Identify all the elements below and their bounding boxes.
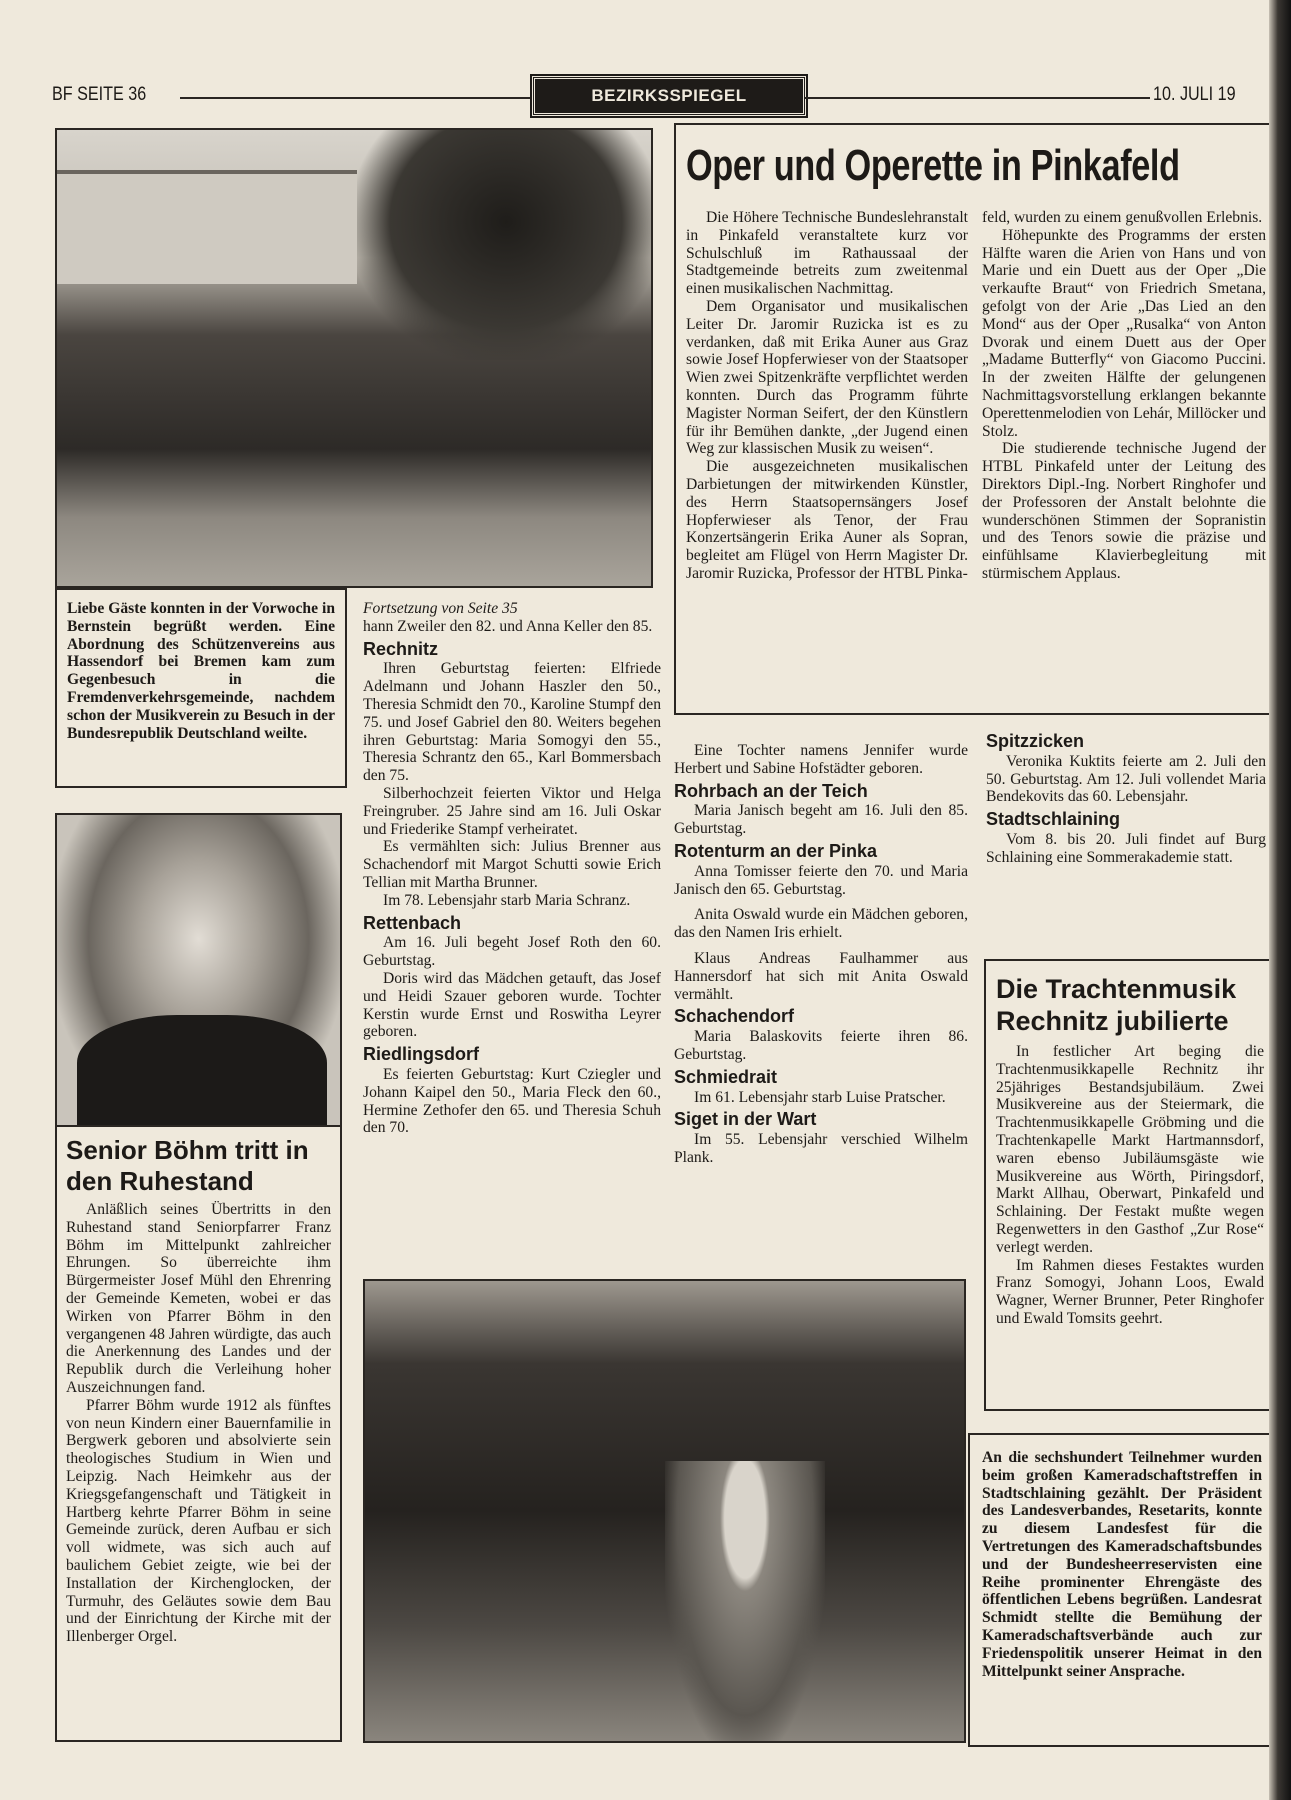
header-rule-right <box>805 97 1150 99</box>
paragraph: Es feierten Geburtstag: Kurt Cziegler und Johann Kaipel den 50., Maria Fleck den 60., Hermine Zethofer den 65. und Theresia Schuh den 70. <box>363 1065 661 1137</box>
tree-shape <box>357 130 653 360</box>
section-heading: Schachendorf <box>674 1006 795 1027</box>
section-heading: Rettenbach <box>363 912 462 933</box>
paragraph: Pfarrer Böhm wurde 1912 als fünftes von neun Kindern einer Bauernfamilie in Bergwerk geboren und absolvierte sein theologisches Studium in Wien und Leipzig. Nach Heimkehr aus der Kriegsgefangenschaft und Tätigkeit in Hartberg kehrte Pfarrer Böhm in seine Gemeinde zurück, deren Aufbau er sich voll widmete, was sich auch auf baulichem Gebiet zeigte, wie bei der Installation der Kirchenglocken, der Turmuhr, des Geläutes sowie dem Bau und der Einrichtung der Kirche mit der Illenberger Orgel. <box>66 1396 331 1646</box>
section-heading: Stadtschlaining <box>986 809 1121 830</box>
page-binding-edge <box>1269 0 1291 1800</box>
paragraph: Anita Oswald wurde ein Mädchen geboren, das den Namen Iris erhielt. <box>674 906 968 942</box>
paragraph: Es vermählten sich: Julius Brenner aus Schachendorf mit Margot Schutti sowie Erich Tellian mit Martha Brunner. <box>363 838 661 891</box>
paragraph: feld, wurden zu einem genußvollen Erlebnis. <box>982 209 1263 226</box>
paragraph: Maria Janisch begeht am 16. Juli den 85. Geburtstag. <box>674 802 968 838</box>
section-masthead: BEZIRKSSPIEGEL <box>532 76 806 116</box>
local-news-middle <box>674 742 968 1167</box>
paragraph: hann Zweiler den 82. und Anna Keller den 85. <box>363 617 653 635</box>
person-shape <box>665 1461 825 1743</box>
photo-portrait-boehm <box>55 813 342 1127</box>
building-shape <box>57 170 357 284</box>
paragraph: Im 78. Lebensjahr starb Maria Schranz. <box>383 891 631 909</box>
photo-kameradschaftstreffen <box>363 1279 966 1743</box>
paragraph: Die Höhere Technische Bundeslehranstalt in Pinkafeld veranstaltete kurz vor Schulschluß im Rathaussaal der Stadtgemeinde betreits zum zweitenmal einen musikalischen Nachmittag. <box>686 209 968 298</box>
article-oper-operette <box>674 123 1274 715</box>
paragraph: Die studierende technische Jugend der HTBL Pinkafeld unter der Leitung des Direktors Dipl.-Ing. Norbert Ringhofer und der Professoren der Anstalt belohnte die wunderschönen Stimmen der Sopranistin und des Tenors sowie die präzise und einfühlsame Klavierbegleitung mit stürmischem Applaus. <box>982 440 1266 582</box>
paragraph: Anläßlich seines Übertritts in den Ruhestand stand Seniorpfarrer Franz Böhm im Mittelpunkt zahlreicher Ehrungen. So überreichte ihm Bürgermeister Josef Mühl den Ehrenring der Gemeinde Kemeten, wobei er das Wirken von Pfarrer Böhm in den vergangenen 48 Jahren würdigte, das auch die Anerkennung des Landes und der Republik durch die Verleihung hoher Auszeichnungen fand. <box>66 1201 331 1396</box>
paragraph: Dem Organisator und musikalischen Leiter Dr. Jaromir Ruzicka ist es zu verdanken, daß mit Erika Auner aus Graz sowie Josef Hopferwieser von der Staatsoper Wien zwei Spitzenkräfte verpflichtet werden konnten. Durch das Programm führte Magister Norman Seifert, der den Künstlern für ihr Bemühen dankte, „der Jugend einen Weg zur klassischen Musik zu weisen“. <box>686 297 968 458</box>
photo-schuetzenverein <box>55 128 653 588</box>
section-heading: Riedlingsdorf <box>363 1044 479 1065</box>
photo-caption-bernstein: Liebe Gäste konnten in der Vorwoche in Bernstein begrüßt werden. Eine Abordnung des Schützenvereins aus Hassendorf bei Bremen kam zum Gegenbesuch in die Fremdenverkehrsgemeinde, nachdem schon der Musikverein zu Besuch in der Bundesrepublik Deutschland weilte. <box>55 588 347 788</box>
paragraph: Doris wird das Mädchen getauft, das Josef und Heidi Szauer geboren wurde. Tochter Kerstin wurde Ernst und Roswitha Leyrer geboren. <box>363 969 661 1041</box>
section-heading: Schmiedrait <box>674 1066 778 1087</box>
article-title: Die Trachtenmusik Rechnitz jubilierte <box>996 974 1237 1036</box>
article-title: Senior Böhm tritt in den Ruhestand <box>66 1135 309 1196</box>
paragraph: Höhepunkte des Programms der ersten Hälfte waren die Arien von Hans und von Marie und ein Duett aus der Oper „Die verkaufte Braut“ von Friedrich Smetana, gefolgt von der Arie „Das Lied an den Mond“ aus der Oper „Rusalka“ von Anton Dvorak und einem Duett aus der Oper „Madame Butterfly“ von Giacomo Puccini. In der zweiten Hälfte der gelungenen Nachmittagsvorstellung erklangen bekannte Operettenmelodien von Lehár, Millöcker und Stolz. <box>982 226 1266 440</box>
paragraph: Am 16. Juli begeht Josef Roth den 60. Geburtstag. <box>363 934 661 970</box>
article-senior-boehm <box>55 1125 342 1742</box>
paragraph: Veronika Kuktits feierte am 2. Juli den 50. Geburtstag. Am 12. Juli vollendet Maria Bendekovits das 60. Lebensjahr. <box>986 752 1266 806</box>
section-heading: Rotenturm an der Pinka <box>674 840 878 861</box>
jacket-shape <box>77 1015 327 1127</box>
paragraph: Im 55. Lebensjahr verschied Wilhelm Plank. <box>674 1131 968 1166</box>
paragraph: Die ausgezeichneten musikalischen Darbietungen der mitwirkenden Künstler, des Herrn Staatsopernsängers Josef Hopferwieser als Tenor, der Frau Konzertsängerin Erika Auner als Sopran, begleitet am Flügel von Herrn Magister Dr. Jaromir Ruzicka, Professor der HTBL Pinka- <box>686 458 968 582</box>
local-news-continued <box>363 600 661 1137</box>
section-heading: Rohrbach an der Teich <box>674 780 868 801</box>
article-trachtenmusik <box>984 959 1274 1411</box>
photo-caption-kameradschaft: An die sechshundert Teilnehmer wurden beim großen Kameradschaftstreffen in Stadtschlaining gezählt. Der Präsident des Landesverbandes, Resetarits, konnte zu diesem Landesfest für die Vertretungen des Kameradschaftsbundes und der Bundesheerreservisten eine Reihe prominenter Ehrengäste des öffentlichen Lebens begrüßen. Landesrat Schmidt stellte die Bemühung der Kameradschaftsverbände auch zur Friedenspolitik unserer Heimat in den Mittelpunkt seiner Ansprache. <box>968 1433 1274 1747</box>
section-heading: Rechnitz <box>363 638 439 659</box>
paragraph: Ihren Geburtstag feierten: Elfriede Adelmann und Johann Haszler den 50., Theresia Schmidt den 70., Karoline Stumpf den 75. und Josef Gabriel den 80. Weiters begehen ihren Geburtstag: Maria Somogyi den 55., Theresia Schrantz den 65., Karl Bommersbach den 75. <box>363 660 661 785</box>
header-rule-left <box>180 97 530 99</box>
paragraph: Im 61. Lebensjahr starb Luise Pratscher. <box>694 1088 946 1106</box>
article-title: Oper und Operette in Pinkafeld <box>686 141 1180 190</box>
paragraph: Vom 8. bis 20. Juli findet auf Burg Schlaining eine Sommerakademie statt. <box>986 830 1266 866</box>
paragraph: In festlicher Art beging die Trachtenmusikkapelle Rechnitz ihr 25jähriges Bestandsjubiläum. Zwei Musikvereine aus der Steiermark, die Trachtenmusikkapelle Gröbming und die Trachtenkapelle Markt Hartmannsdorf, waren ebenso Jubiläumsgäste wie Musikvereine aus Wörth, Piringsdorf, Markt Allhau, Oberwart, Pinkafeld und Schlaining. Der Festakt mußte wegen Regenwetters in den Gasthof „Zur Rose“ verlegt werden. <box>996 1043 1264 1256</box>
paragraph: Anna Tomisser feierte den 70. und Maria Janisch den 65. Geburtstag. <box>674 862 968 898</box>
paragraph: Eine Tochter namens Jennifer wurde Herbert und Sabine Hofstädter geboren. <box>674 742 968 777</box>
section-heading: Siget in der Wart <box>674 1109 817 1130</box>
continuation-note: Fortsetzung von Seite 35 <box>363 600 518 617</box>
paragraph: Klaus Andreas Faulhammer aus Hannersdorf hat sich mit Anita Oswald vermählt. <box>674 949 968 1003</box>
page-number: BF SEITE 36 <box>52 84 147 105</box>
local-news-right <box>986 728 1266 867</box>
paragraph: Silberhochzeit feierten Viktor und Helga Freingruber. 25 Jahre sind am 16. Juli Oskar und Friederike Stampf verheiratet. <box>363 784 661 838</box>
paragraph: Im Rahmen dieses Festaktes wurden Franz Somogyi, Johann Loos, Ewald Wagner, Werner Brunner, Peter Ringhofer und Ewald Tomsits geehrt. <box>996 1256 1264 1327</box>
issue-date: 10. JULI 19 <box>1153 84 1236 105</box>
section-heading: Spitzzicken <box>986 731 1085 751</box>
paragraph: Maria Balaskovits feierte ihren 86. Geburtstag. <box>674 1028 968 1063</box>
